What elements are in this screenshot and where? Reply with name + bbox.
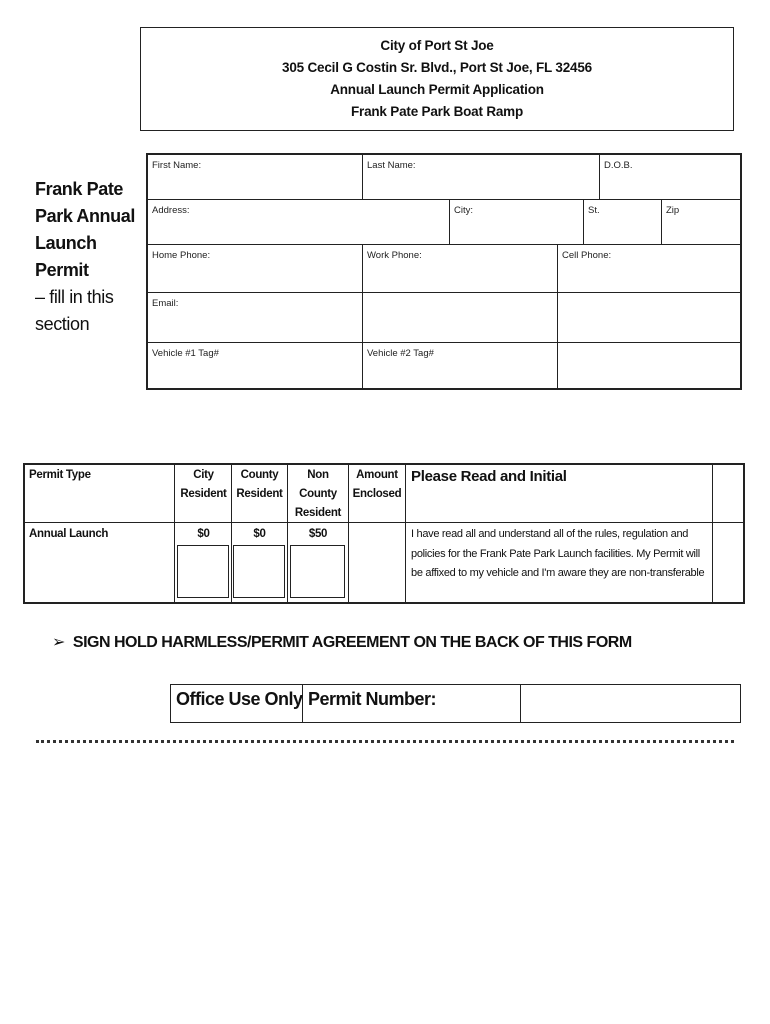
last-name-label: Last Name:	[367, 160, 416, 171]
state-label: St.	[588, 205, 600, 216]
work-phone-label: Work Phone:	[367, 250, 422, 261]
header-read-initial: Please Read and Initial	[411, 468, 567, 485]
permit-number-field[interactable]	[521, 685, 740, 722]
office-border-right	[740, 684, 741, 723]
section-title-bold: Frank Pate Park Annual Launch Permit	[35, 179, 135, 280]
header-amount-enclosed: Amount Enclosed	[352, 469, 402, 500]
county-resident-price: $0	[253, 528, 266, 540]
header-location: Frank Pate Park Boat Ramp	[350, 104, 524, 119]
zip-label: Zip	[666, 205, 680, 216]
header-form-title: Annual Launch Permit Application	[330, 82, 544, 97]
email-label: Email:	[152, 298, 179, 309]
office-border-bottom	[170, 722, 741, 723]
permit-type-annual-launch: Annual Launch	[29, 528, 109, 540]
vehicle2-tag-label: Vehicle #2 Tag#	[367, 348, 434, 359]
non-county-resident-price: $50	[308, 528, 328, 540]
office-use-label: Office Use Only	[176, 689, 303, 709]
notice-text: SIGN HOLD HARMLESS/PERMIT AGREEMENT ON THE BACK OF THIS FORM	[72, 634, 632, 651]
header-city-resident: City Resident	[180, 469, 227, 500]
office-border-left	[170, 684, 171, 723]
first-name-label: First Name:	[152, 160, 202, 171]
city-label: City:	[454, 205, 473, 216]
agreement-text: I have read all and understand all of the rules, regulation and policies for the Frank Pate Park Launch facilities. My Permit will be affixed to my vehicle and I'm aware they are non-transferable	[411, 528, 705, 579]
permit-number-label: Permit Number:	[308, 689, 437, 709]
dotted-cut-line	[36, 740, 734, 743]
dob-label: D.O.B.	[604, 160, 633, 171]
section-title-instruction: – fill in this section	[35, 287, 114, 334]
address-label: Address:	[152, 205, 190, 216]
home-phone-label: Home Phone:	[152, 250, 211, 261]
city-resident-price: $0	[197, 528, 210, 540]
header-permit-type: Permit Type	[29, 469, 91, 481]
arrow-bullet-icon: ➢	[52, 634, 65, 651]
header-address: 305 Cecil G Costin Sr. Blvd., Port St Joe, FL 32456	[282, 60, 592, 75]
header-county-resident: County Resident	[236, 469, 283, 500]
vehicle1-tag-label: Vehicle #1 Tag#	[152, 348, 219, 359]
cell-phone-label: Cell Phone:	[562, 250, 612, 261]
header-city: City of Port St Joe	[380, 38, 494, 53]
header-non-county-resident: Non County Resident	[294, 469, 342, 519]
